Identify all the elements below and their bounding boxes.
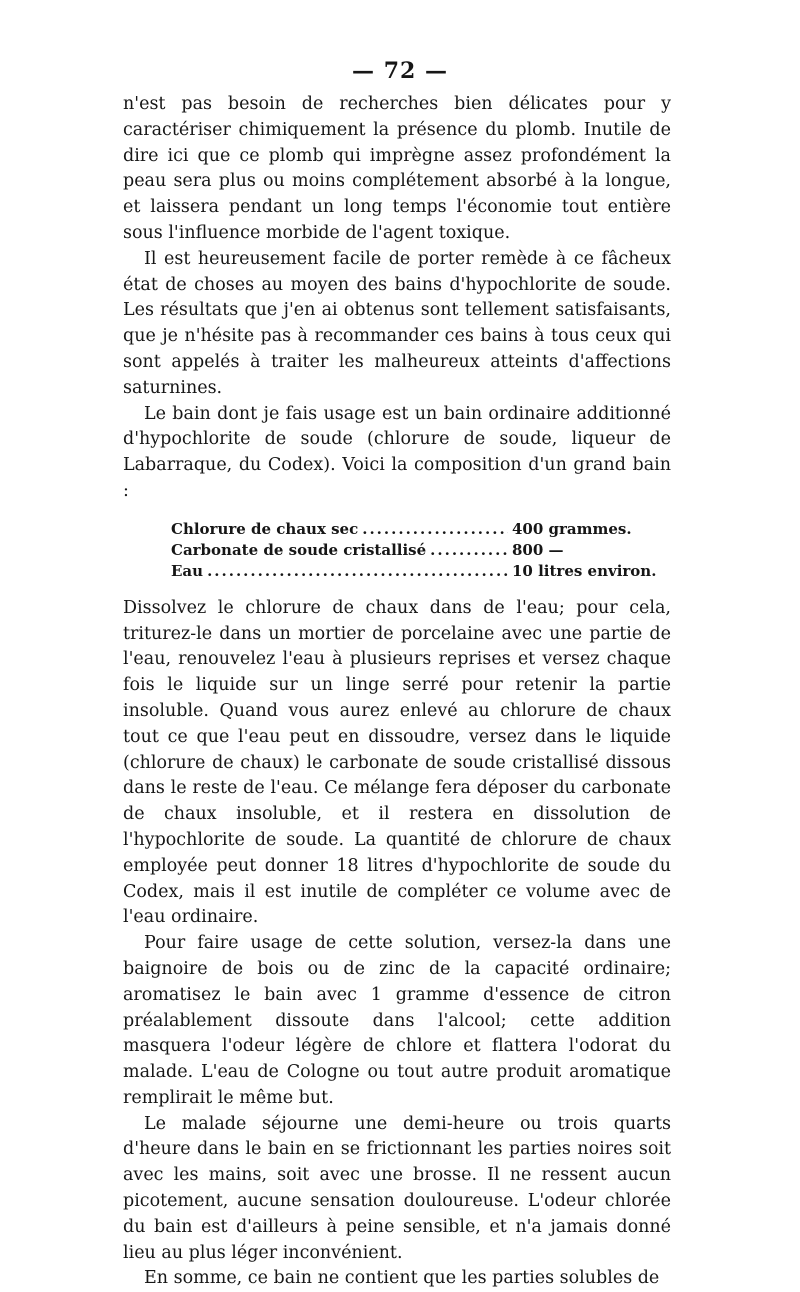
ingredient-quantity: 400 grammes. bbox=[512, 519, 632, 538]
paragraph-4: Dissolvez le chlorure de chaux dans de l'eau; pour cela, triturez-le dans un mortier de porcelaine avec une partie de l'eau, renouvelez l'eau à plusieurs reprises et versez chaque fois le liquide sur un linge serré pour retenir la partie insoluble. Quand vous aurez enlevé au chlorure de chaux tout ce que l'eau peut en dissoudre, versez dans le liquide (chlorure de chaux) le carbonate de soude cristallisé dissous dans le reste de l'eau. Ce mélange fera déposer du carbonate de chaux insoluble, et il restera en dissolution de l'hypochlorite de soude. La quantité de chlorure de chaux employée peut donner 18 litres d'hypochlorite de soude du Codex, mais il est inutile de compléter ce volume avec de l'eau ordinaire. bbox=[123, 597, 671, 928]
dot-leader bbox=[430, 540, 508, 561]
page-body bbox=[123, 92, 671, 1292]
dot-leader bbox=[207, 561, 508, 582]
dot-leader bbox=[362, 519, 508, 540]
recipe-row bbox=[171, 561, 667, 582]
ingredient-name: Chlorure de chaux sec bbox=[171, 519, 359, 538]
page-number: — 72 — bbox=[352, 58, 448, 84]
paragraph-3: Le bain dont je fais usage est un bain ordinaire additionné d'hypochlorite de soude (chlorure de soude, liqueur de Labarraque, du Codex). Voici la composition d'un grand bain : bbox=[123, 403, 671, 501]
ingredient-name: Carbonate de soude cristallisé bbox=[171, 540, 427, 559]
recipe-list bbox=[171, 519, 667, 582]
recipe-row bbox=[171, 540, 667, 561]
recipe-row bbox=[171, 519, 667, 540]
paragraph-2: Il est heureusement facile de porter remède à ce fâcheux état de choses au moyen des bains d'hypochlorite de soude. Les résultats que j'en ai obtenus sont tellement satisfaisants, que je n'hésite pas à recommander ces bains à tous ceux qui sont appelés à traiter les malheureux atteints d'affections saturnines. bbox=[123, 248, 671, 398]
paragraph-7: En somme, ce bain ne contient que les parties solubles de bbox=[144, 1268, 660, 1289]
paragraph-5: Pour faire usage de cette solution, versez-la dans une baignoire de bois ou de zinc de la capacité ordinaire; aromatisez le bain avec 1 gramme d'essence de citron préalablement dissoute dans l'alcool; cette addition masquera l'odeur légère de chlore et flattera l'odorat du malade. L'eau de Cologne ou tout autre produit aromatique remplirait le même but. bbox=[123, 933, 671, 1108]
ingredient-quantity: 800 — bbox=[512, 540, 564, 559]
paragraph-6: Le malade séjourne une demi-heure ou trois quarts d'heure dans le bain en se frictionnant les parties noires soit avec les mains, soit avec une brosse. Il ne ressent aucun picotement, aucune sensation douloureuse. L'odeur chlorée du bain est d'ailleurs à peine sensible, et n'a jamais donné lieu au plus léger inconvénient. bbox=[123, 1113, 671, 1263]
paragraph-1: n'est pas besoin de recherches bien délicates pour y caractériser chimiquement la présence du plomb. Inutile de dire ici que ce plomb qui imprègne assez profondément la peau sera plus ou moins complétement absorbé à la longue, et laissera pendant un long temps l'économie tout entière sous l'influence morbide de l'agent toxique. bbox=[123, 94, 671, 243]
ingredient-name: Eau bbox=[171, 561, 204, 580]
ingredient-quantity: 10 litres environ. bbox=[512, 561, 657, 580]
